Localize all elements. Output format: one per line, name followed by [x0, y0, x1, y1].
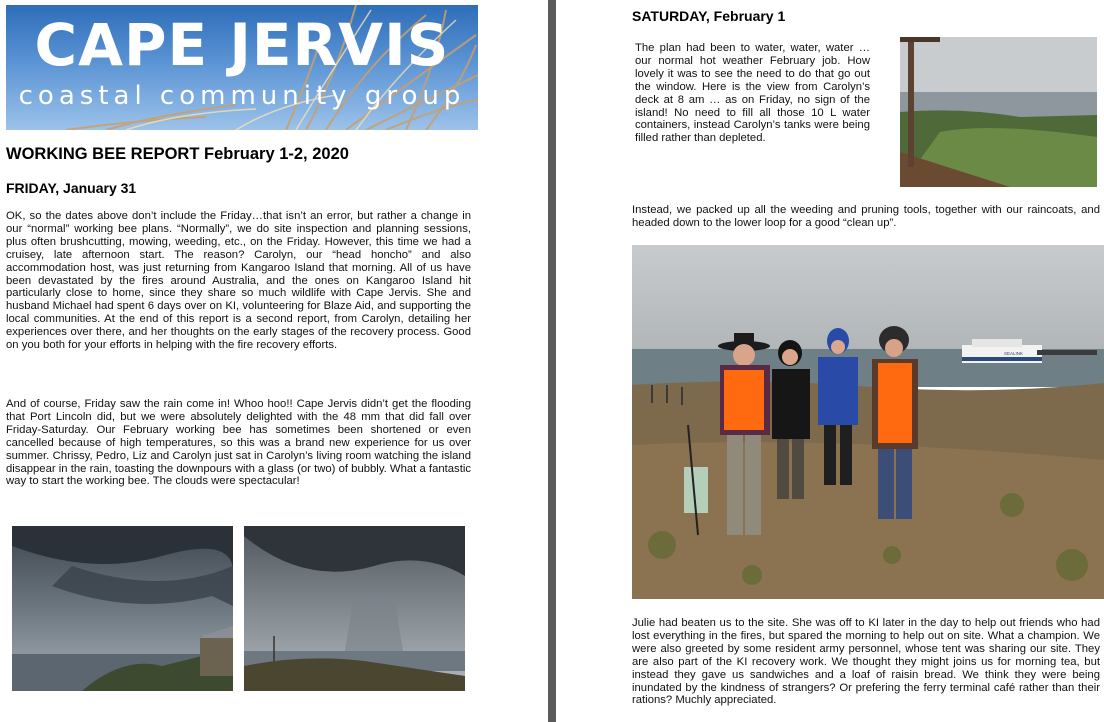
saturday-paragraph-2: Instead, we packed up all the weeding and pruning tools, together with our raincoats, and headed down to the lower loop for a good “clean up”. — [632, 204, 1100, 229]
ferry-label: SEALINK — [1004, 351, 1024, 356]
deck-view-photo — [900, 37, 1097, 187]
banner-subtitle: coastal community group — [18, 81, 466, 111]
saturday-heading: SATURDAY, February 1 — [632, 8, 786, 24]
saturday-paragraph-1: The plan had been to water, water, water … our normal hot weather February job. How lovely it was to see the need to do that go out the window. Here is the view from Carolyn’s deck at 8 am … as on Friday, no sign of the island! No need to fill all those 10 L water containers, instead Carolyn’s tanks were being filled rather than depleted. — [635, 42, 870, 145]
report-title: WORKING BEE REPORT February 1-2, 2020 — [6, 145, 349, 163]
friday-paragraph-2: And of course, Friday saw the rain come in! Whoo hoo!! Cape Jervis didn’t get the flooding that Port Lincoln did, but we were absolutely delighted with the 48 mm that did fall over Friday-Saturday. Our February working bee has sometimes been shortened or even cancelled because of high temperatures, so this was a brand new experience for us over summer. Chrissy, Pedro, Liz and Carolyn just sat in Carolyn’s living room watching the island disappear in the rain, toasting the downpours with a glass (or two) of bubbly. What a fantastic way to start the working bee. The clouds were spectacular! — [6, 398, 471, 488]
storm-clouds-photo-1 — [12, 526, 233, 691]
friday-heading: FRIDAY, January 31 — [6, 180, 137, 196]
friday-paragraph-1: OK, so the dates above don’t include the Friday…that isn’t an error, but rather a change in our “normal” working bee plans. “Normally”, we do site inspection and planning sessions, plus often brushcutting, mowing, weeding, etc., on the Friday. However, this time we had a cruisey, late afternoon start. The reason? Carolyn, our “head honcho” and also accommodation host, was just returning from Kangaroo Island that morning. All of us have been devastated by the fires around Australia, and the ones on Kangaroo Island hit particularly close to home, since they share so much wildlife with Cape Jervis. She and husband Michael had spent 6 days over on KI, volunteering for Blaze Aid, and supporting the local communities. At the end of this report is a second report, from Carolyn, detailing her experiences over there, and her thoughts on the early stages of the recovery process. Good on you both for your efforts in helping with the fire recovery efforts. — [6, 210, 471, 352]
volunteers-group-photo — [632, 245, 1104, 599]
banner-title: CAPE JERVIS — [34, 11, 450, 79]
saturday-paragraph-3: Julie had beaten us to the site. She was off to KI later in the day to help out friends who had lost everything in the fires, but spared the morning to help out on site. What a champion. We were also greeted by some resident army personnel, whose tent was sharing our site. They are also part of the KI recovery work. We thought they might joins us for morning tea, but instead they gave us sandwiches and a loaf of raisin bread. We think they were being inundated by the kindness of strangers? Or prefering the ferry terminal café rather than their rations? Muchly appreciated. — [632, 617, 1100, 707]
left-page — [0, 0, 548, 722]
storm-clouds-photo-2 — [244, 526, 465, 691]
right-page — [556, 0, 1104, 722]
banner-logo — [6, 5, 478, 130]
page-divider — [548, 0, 556, 722]
